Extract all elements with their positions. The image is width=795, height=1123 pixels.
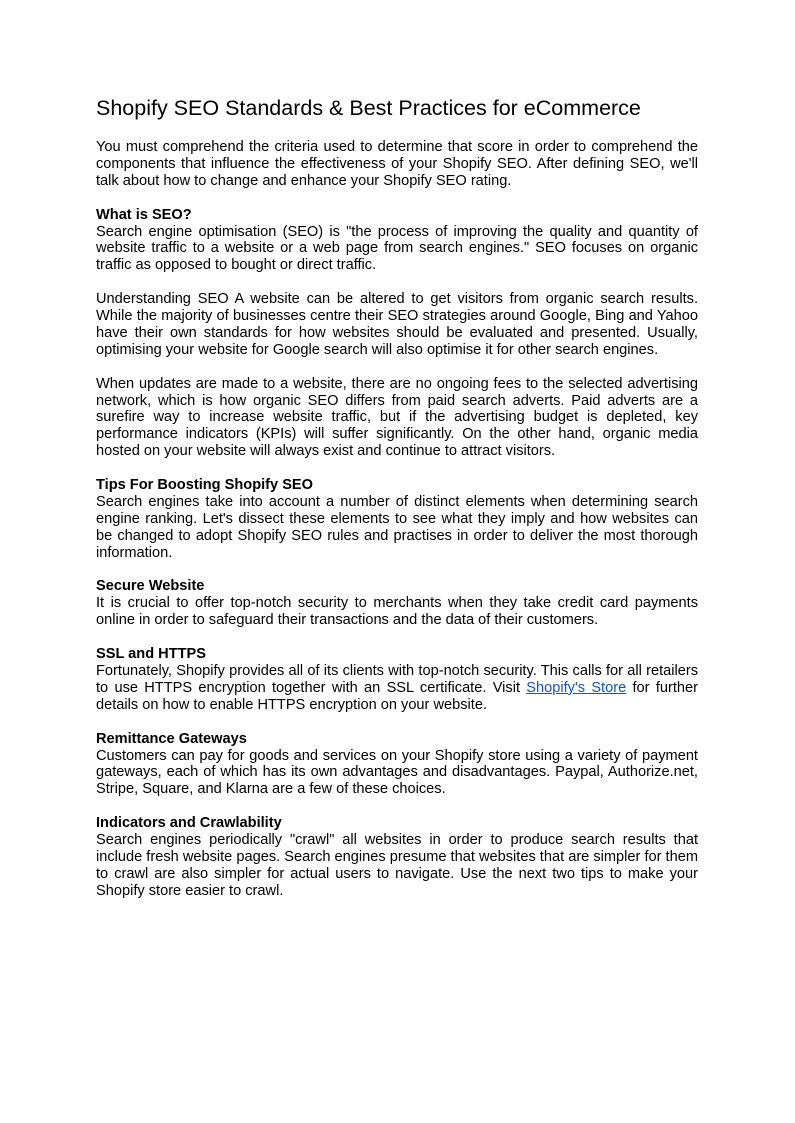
understanding-seo-paragraph: Understanding SEO A website can be altered to get visitors from organic search results. While the majority of businesses centre their SEO strategies around Google, Bing and Yahoo have their own standards for how websites should be evaluated and presented. Usually, optimising your website for Google search will also optimise it for other search engines. — [96, 291, 698, 358]
section-heading: Tips For Boosting Shopify SEO — [96, 477, 314, 494]
section-tips — [96, 477, 698, 562]
section-body: It is crucial to offer top-notch security to merchants when they take credit card payments online in order to safeguard their transactions and the data of their customers. — [96, 595, 698, 629]
shopify-store-link[interactable]: Shopify's Store — [526, 679, 627, 696]
section-what-is-seo — [96, 207, 698, 275]
intro-paragraph: You must comprehend the criteria used to determine that score in order to comprehend the components that influence the effectiveness of your Shopify SEO. After defining SEO, we'll talk about how to change and enhance your Shopify SEO rating. — [96, 139, 698, 189]
section-heading: Secure Website — [96, 578, 205, 595]
section-heading: What is SEO? — [96, 206, 192, 223]
section-body: Search engine optimisation (SEO) is "the process of improving the quality and quantity of website traffic to a website or a web page from search engines." SEO focuses on organic traffic as opposed to bought or direct traffic. — [96, 223, 698, 274]
section-ssl-https — [96, 646, 698, 714]
section-body: Customers can pay for goods and services on your Shopify store using a variety of payment gateways, each of which has its own advantages and disadvantages. Paypal, Authorize.net, Stripe, Square, and Klarna are a few of these choices. — [96, 747, 698, 798]
section-indicators-crawlability — [96, 815, 698, 900]
section-remittance-gateways — [96, 731, 698, 799]
section-body: Search engines take into account a number of distinct elements when determining search engine ranking. Let's dissect these elements to see what they imply and how websites can be changed to adopt Shopify SEO rules and practises in order to deliver the most thorough information. — [96, 493, 698, 561]
updates-paragraph: When updates are made to a website, there are no ongoing fees to the selected advertising network, which is how organic SEO differs from paid search adverts. Paid adverts are a surefire way to increase website traffic, but if the advertising budget is depleted, key performance indicators (KPIs) will suffer significantly. On the other hand, organic media hosted on your website will always exist and continue to attract visitors. — [96, 375, 698, 460]
ssl-body-before-link: Fortunately, Shopify provides all of its clients with top-notch security. This calls for all retailers to use HTTPS encryption together with an SSL certificate. Visit — [96, 663, 698, 696]
section-body: Search engines periodically "crawl" all websites in order to produce search results that include fresh website pages. Search engines presume that websites that are simpler for them to crawl are also simpler for actual users to navigate. Use the next two tips to make your Shopify store easier to crawl. — [96, 832, 698, 899]
document-page — [96, 94, 698, 917]
document-title: Shopify SEO Standards & Best Practices for eCommerce — [96, 96, 641, 120]
section-heading: Indicators and Crawlability — [96, 815, 282, 832]
ssl-body-after-link: for further details on how to enable HTTPS encryption on your website. — [96, 679, 698, 713]
section-body — [96, 663, 698, 714]
section-secure-website — [96, 578, 698, 629]
section-heading: Remittance Gateways — [96, 730, 247, 747]
section-heading: SSL and HTTPS — [96, 646, 207, 663]
